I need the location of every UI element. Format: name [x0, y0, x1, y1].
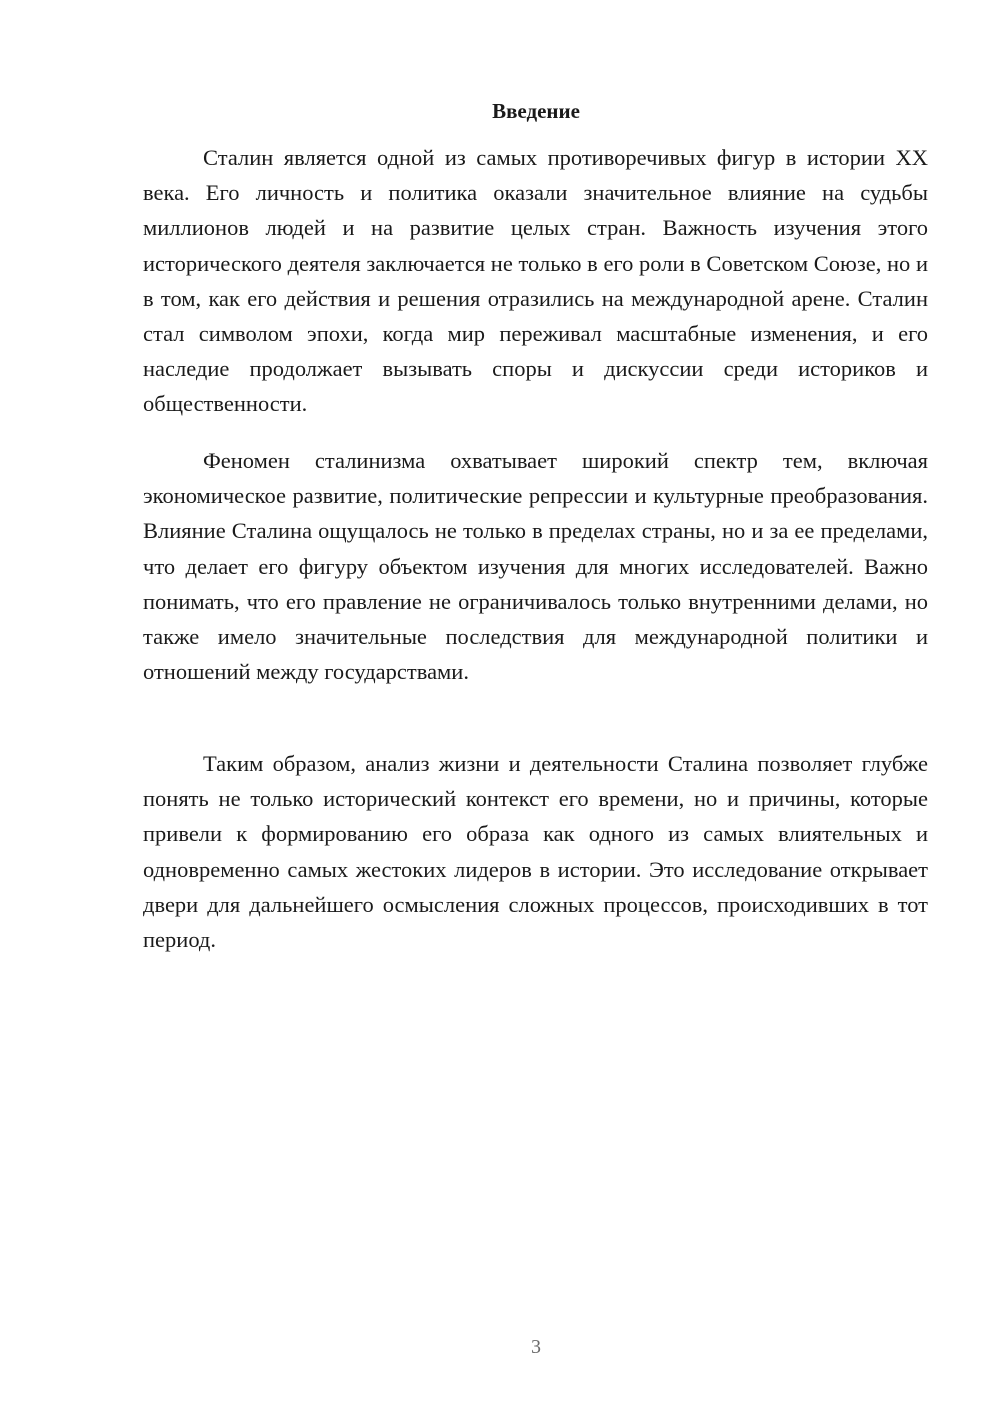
- paragraph-3: Таким образом, анализ жизни и деятельности Сталина позволяет глубже понять не только исторический контекст его времени, но и причины, которые привели к формированию его образа как одного из самых влиятельных и одновременно самых жестоких лидеров в истории. Это исследование открывает двери для дальнейшего осмысления сложных процессов, происходивших в тот период.: [143, 751, 928, 953]
- page-number: 3: [531, 1336, 541, 1358]
- paragraph-1: Сталин является одной из самых противоречивых фигур в истории XX века. Его личность и политика оказали значительное влияние на судьбы миллионов людей и на развитие целых стран. Важность изучения этого исторического деятеля заключается не только в его роли в Советском Союзе, но и в том, как его действия и решения отразились на международной арене. Сталин стал символом эпохи, когда мир переживал масштабные изменения, и его наследие продолжает вызывать споры и дискуссии среди историков и общественности.: [143, 145, 928, 417]
- paragraph-2: Феномен сталинизма охватывает широкий спектр тем, включая экономическое развитие, политические репрессии и культурные преобразования. Влияние Сталина ощущалось не только в пределах страны, но и за ее пределами, что делает его фигуру объектом изучения для многих исследователей. Важно понимать, что его правление не ограничивалось только внутренними делами, но также имело значительные последствия для международной политики и отношений между государствами.: [143, 448, 928, 685]
- section-heading: Введение: [492, 99, 580, 123]
